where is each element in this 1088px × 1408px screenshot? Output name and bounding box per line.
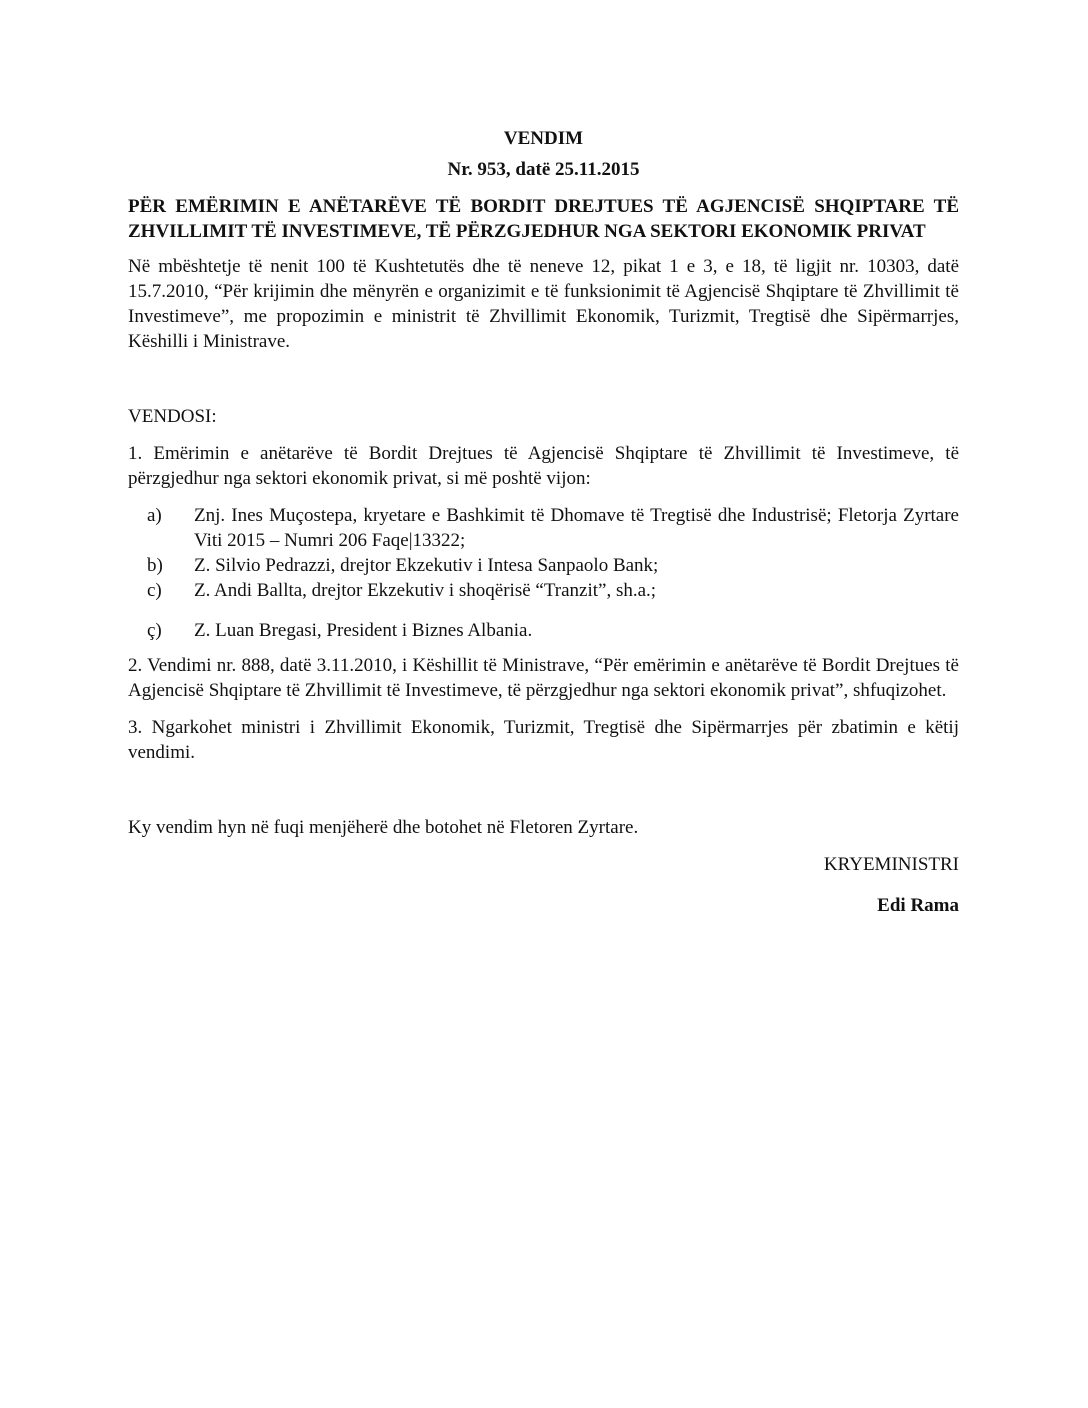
list-item-marker: c) <box>147 580 162 601</box>
list-item-text: Z. Andi Ballta, drejtor Ekzekutiv i shoqërisë “Tranzit”, sh.a.; <box>194 580 657 601</box>
list-item-text: Z. Silvio Pedrazzi, drejtor Ekzekutiv i Intesa Sanpaolo Bank; <box>194 555 659 576</box>
closing-paragraph: Ky vendim hyn në fuqi menjëherë dhe botohet në Fletoren Zyrtare. <box>128 817 639 838</box>
list-item-text: Z. Luan Bregasi, President i Biznes Albania. <box>194 620 533 641</box>
item-1-paragraph: 1. Emërimin e anëtarëve të Bordit Drejtues të Agjencisë Shqiptare të Zhvillimit të Investimeve, të përzgjedhur nga sektori ekonomik privat, si më poshtë vijon: <box>128 443 959 489</box>
list-item-marker: a) <box>147 505 162 526</box>
list-item-marker: b) <box>147 555 163 576</box>
list-item-marker: ç) <box>147 620 162 641</box>
signature-name: Edi Rama <box>877 895 959 916</box>
list-item <box>128 618 959 643</box>
list-item-text: Znj. Ines Muçostepa, kryetare e Bashkimit të Dhomave të Tregtisë dhe Industrisë; Fletorja Zyrtare Viti 2015 – Numri 206 Faqe|13322; <box>194 505 959 551</box>
vendosi-heading: VENDOSI: <box>128 406 217 427</box>
board-members-list <box>128 503 959 643</box>
decision-subject: PËR EMËRIMIN E ANËTARËVE TË BORDIT DREJTUES TË AGJENCISË SHQIPTARE TË ZHVILLIMIT TË INVESTIMEVE, TË PËRZGJEDHUR NGA SEKTORI EKONOMIK PRIVAT <box>128 196 959 242</box>
item-3-paragraph: 3. Ngarkohet ministri i Zhvillimit Ekonomik, Turizmit, Tregtisë dhe Sipërmarrjes për zbatimin e këtij vendimi. <box>128 717 959 763</box>
decision-number-date: Nr. 953, datë 25.11.2015 <box>447 159 640 180</box>
signature-role: KRYEMINISTRI <box>823 854 959 875</box>
list-item <box>128 578 959 603</box>
document-title: VENDIM <box>503 128 584 149</box>
list-item <box>128 553 959 578</box>
legal-basis-paragraph: Në mbështetje të nenit 100 të Kushtetutës dhe të neneve 12, pikat 1 e 3, e 18, të ligjit nr. 10303, datë 15.7.2010, “Për krijimin dhe mënyrën e organizimit e të funksionimit të Agjencisë Shqiptare të Zhvillimit të Investimeve”, me propozimin e ministrit të Zhvillimit Ekonomik, Turizmit, Tregtisë dhe Sipërmarrjes, Këshilli i Ministrave. <box>128 256 959 352</box>
document-page <box>128 126 959 918</box>
item-2-paragraph: 2. Vendimi nr. 888, datë 3.11.2010, i Këshillit të Ministrave, “Për emërimin e anëtarëve të Bordit Drejtues të Agjencisë Shqiptare të Zhvillimit të Investimeve, të përzgjedhur nga sektori ekonomik privat”, shfuqizohet. <box>128 655 959 701</box>
list-item <box>128 503 959 553</box>
